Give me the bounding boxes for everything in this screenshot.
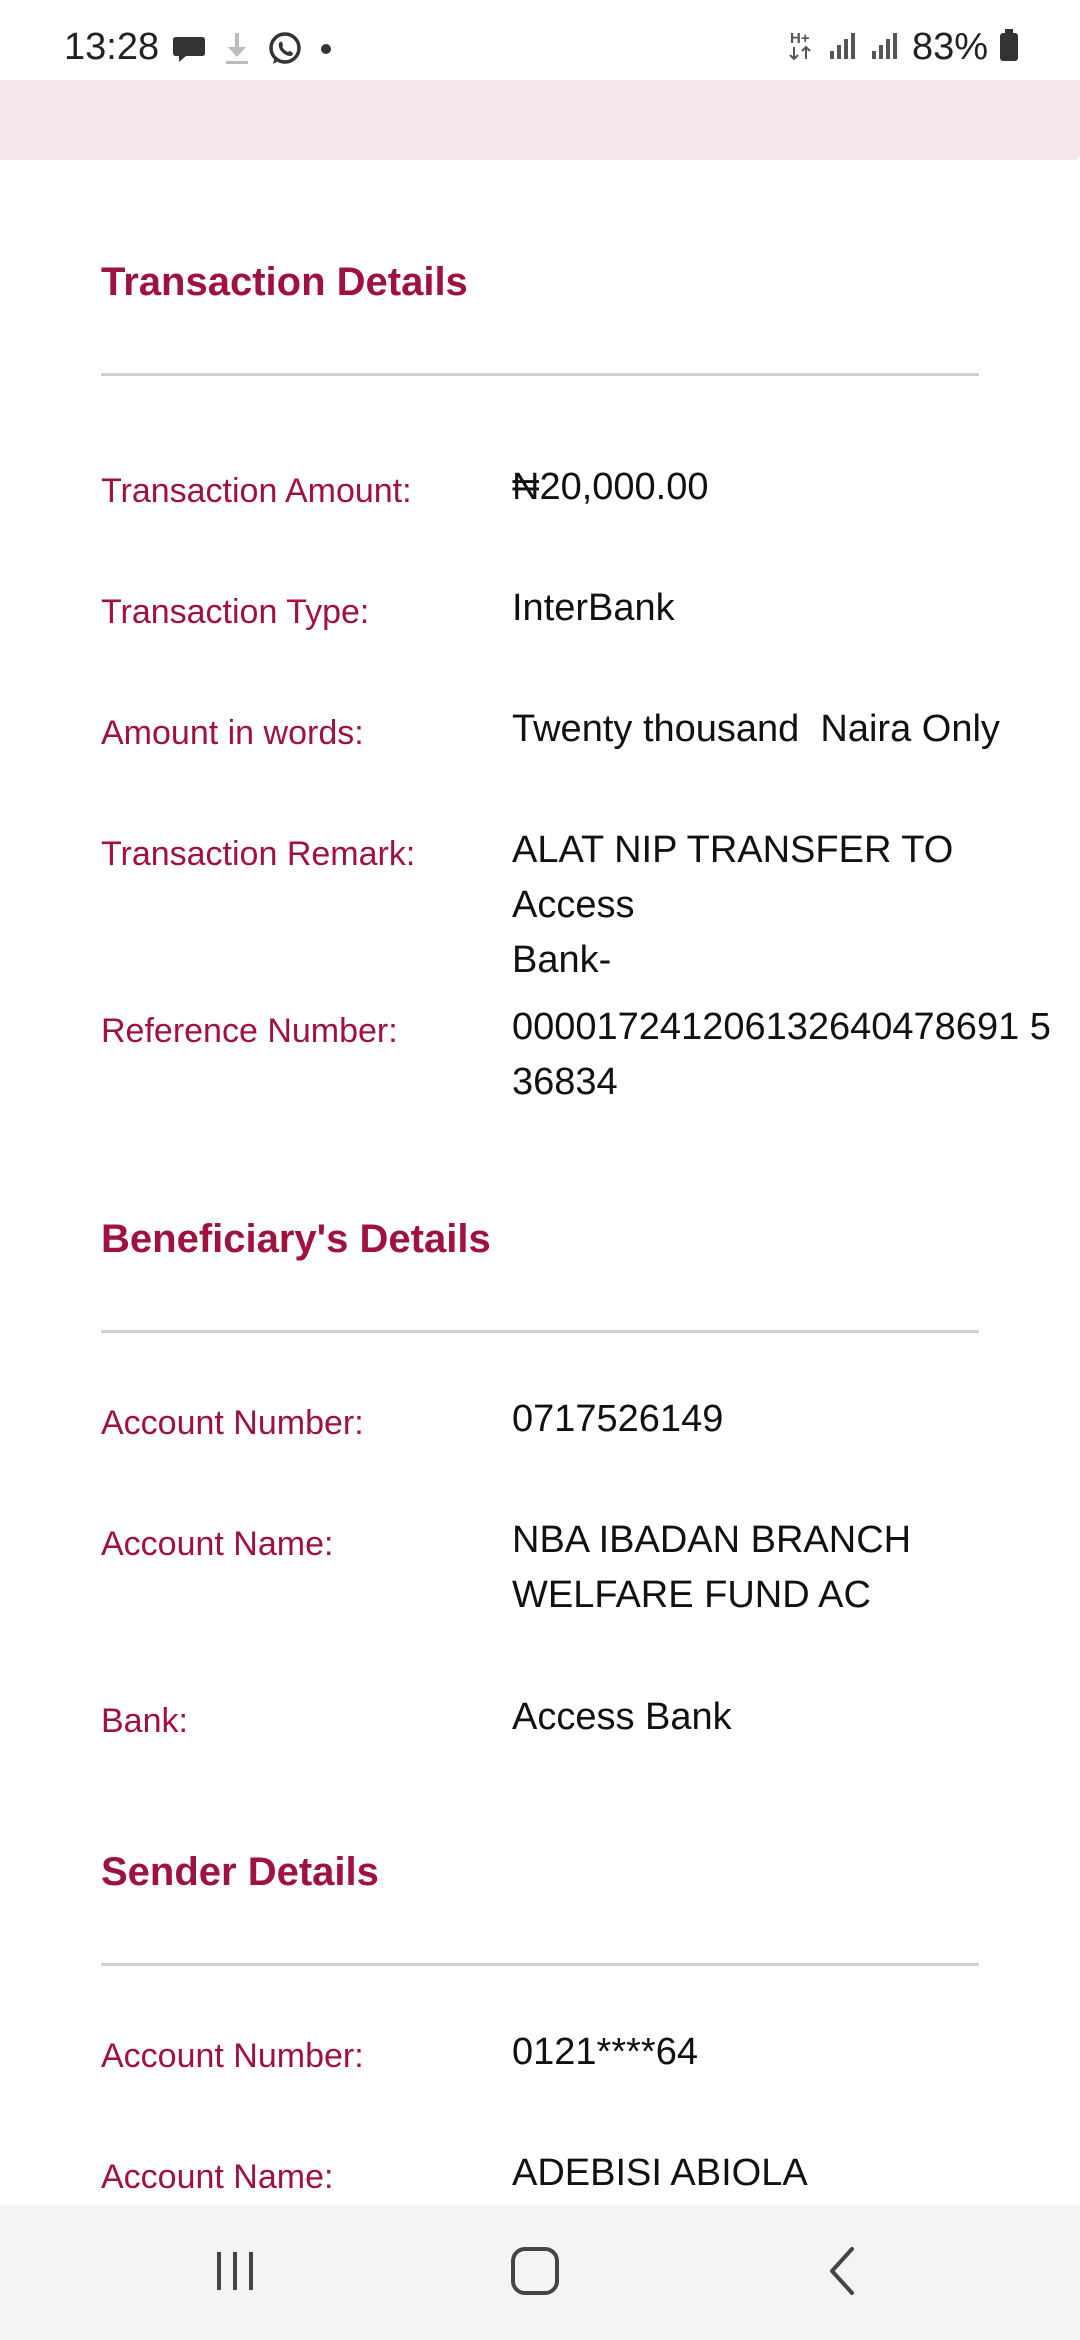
navigation-bar (0, 2205, 1080, 2340)
sender-details-title: Sender Details (101, 1850, 379, 1894)
back-button[interactable] (812, 2243, 872, 2303)
status-time: 13:28 (64, 26, 160, 68)
amount-in-words-value: Twenty thousand Naira Only (512, 708, 1000, 750)
sender-account-name-value: ADEBISI ABIOLA (512, 2152, 806, 2194)
status-right (788, 26, 1020, 69)
beneficiary-account-number-value: 0717526149 (512, 1398, 724, 1440)
bank-label: Bank: (101, 1702, 188, 1740)
beneficiary-account-name-label: Account Name: (101, 1525, 334, 1563)
beneficiary-account-name-value: NBA IBADAN BRANCH WELFARE FUND AC (512, 1519, 912, 1616)
transaction-remark-value: ALAT NIP TRANSFER TO Access Bank- (512, 829, 954, 981)
divider (101, 1330, 979, 1333)
home-icon (509, 2245, 561, 2302)
status-bar (0, 0, 1080, 80)
transaction-amount-value: ₦20,000.00 (512, 466, 709, 508)
back-icon (822, 2245, 862, 2302)
transaction-remark-label: Transaction Remark: (101, 835, 416, 873)
receipt-content (0, 160, 1080, 2205)
signal-icon (870, 29, 902, 66)
amount-in-words-label: Amount in words: (101, 714, 364, 752)
transaction-type-label: Transaction Type: (101, 593, 370, 631)
sender-account-name-label: Account Name: (101, 2158, 334, 2196)
battery-icon (998, 28, 1020, 67)
divider (101, 1963, 979, 1966)
reference-number-label: Reference Number: (101, 1012, 398, 1050)
top-banner (0, 80, 1080, 160)
chat-bubble-icon (172, 33, 208, 70)
reference-number-value: 000017241206132640478691 5 36834 (512, 1006, 1051, 1103)
download-icon (222, 31, 252, 72)
whatsapp-icon (266, 30, 304, 73)
divider (101, 373, 979, 376)
transaction-amount-label: Transaction Amount: (101, 472, 412, 510)
data-hplus-icon (788, 27, 818, 68)
sender-account-number-value: 0121****64 (512, 2031, 698, 2073)
sender-account-number-label: Account Number: (101, 2037, 364, 2075)
recents-button[interactable] (205, 2243, 265, 2303)
beneficiary-details-title: Beneficiary's Details (101, 1217, 491, 1261)
transaction-details-title: Transaction Details (101, 260, 468, 304)
recents-icon (210, 2246, 260, 2301)
signal-icon (828, 29, 860, 66)
bank-value: Access Bank (512, 1696, 732, 1738)
svg-text:H+: H+ (789, 30, 810, 47)
dot-icon (318, 41, 334, 62)
beneficiary-account-number-label: Account Number: (101, 1404, 364, 1442)
home-button[interactable] (505, 2243, 565, 2303)
notification-icons (172, 30, 334, 73)
transaction-type-value: InterBank (512, 587, 675, 629)
battery-percent: 83% (911, 26, 988, 68)
